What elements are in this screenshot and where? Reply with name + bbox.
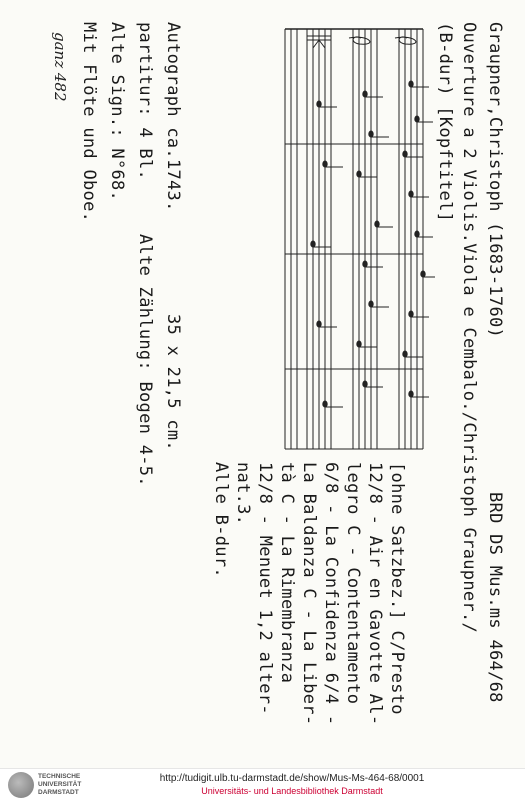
- movement-line: [ohne Satzbez.] C/Presto: [387, 462, 407, 715]
- composer-heading: Graupner,Christoph (1683-1760): [485, 22, 505, 339]
- movement-line: nat.3.: [233, 462, 253, 526]
- partitur-line: partitur: 4 Bl.: [135, 22, 155, 181]
- handwritten-note: ganz 482: [51, 32, 69, 102]
- title-line-2: (B-dur) [Kopftitel]: [435, 22, 455, 223]
- document-url-link[interactable]: http://tudigit.ulb.tu-darmstadt.de/show/Mus-Ms-464-68/0001: [159, 773, 425, 784]
- movement-line: legro C - Contentamento: [343, 462, 363, 705]
- movement-line: La Baldanza C - La Liber-: [299, 462, 319, 726]
- logo-text-1: TECHNISCHE: [38, 773, 81, 780]
- page-footer: [0, 768, 525, 801]
- movement-line: 12/8 - Menuet 1,2 alter-: [255, 462, 275, 715]
- dimensions: 35 x 21,5 cm.: [163, 314, 183, 451]
- movement-line: 6/8 - La Confidenza 6/4 -: [321, 462, 341, 726]
- library-name: Universitäts- und Landesbibliothek Darmstadt: [201, 786, 383, 796]
- logo-text-2: UNIVERSITÄT: [38, 781, 82, 788]
- instruments-line: Mit Flöte und Oboe.: [79, 22, 99, 223]
- alte-sign: Alte Sign.: N°68.: [107, 22, 127, 202]
- shelfmark: BRD DS Mus.ms 464/68: [485, 492, 505, 703]
- alte-zaehlung: Alte Zählung: Bogen 4-5.: [135, 234, 155, 487]
- title-line-1: Ouverture a 2 Violis.Viola e Cembalo./Christoph Graupner./: [459, 22, 479, 634]
- logo-text-3: DARMSTADT: [38, 789, 79, 796]
- movement-line: 12/8 - Air en Gavotte Al-: [365, 462, 385, 726]
- movement-line: tà C - La Rimembranza: [277, 462, 297, 684]
- movement-line: Alle B-dur.: [211, 462, 231, 578]
- university-logo-icon: [8, 772, 34, 798]
- music-incipit: [275, 24, 435, 454]
- card-content: [10, 14, 515, 774]
- autograph-line: Autograph ca.1743.: [163, 22, 183, 212]
